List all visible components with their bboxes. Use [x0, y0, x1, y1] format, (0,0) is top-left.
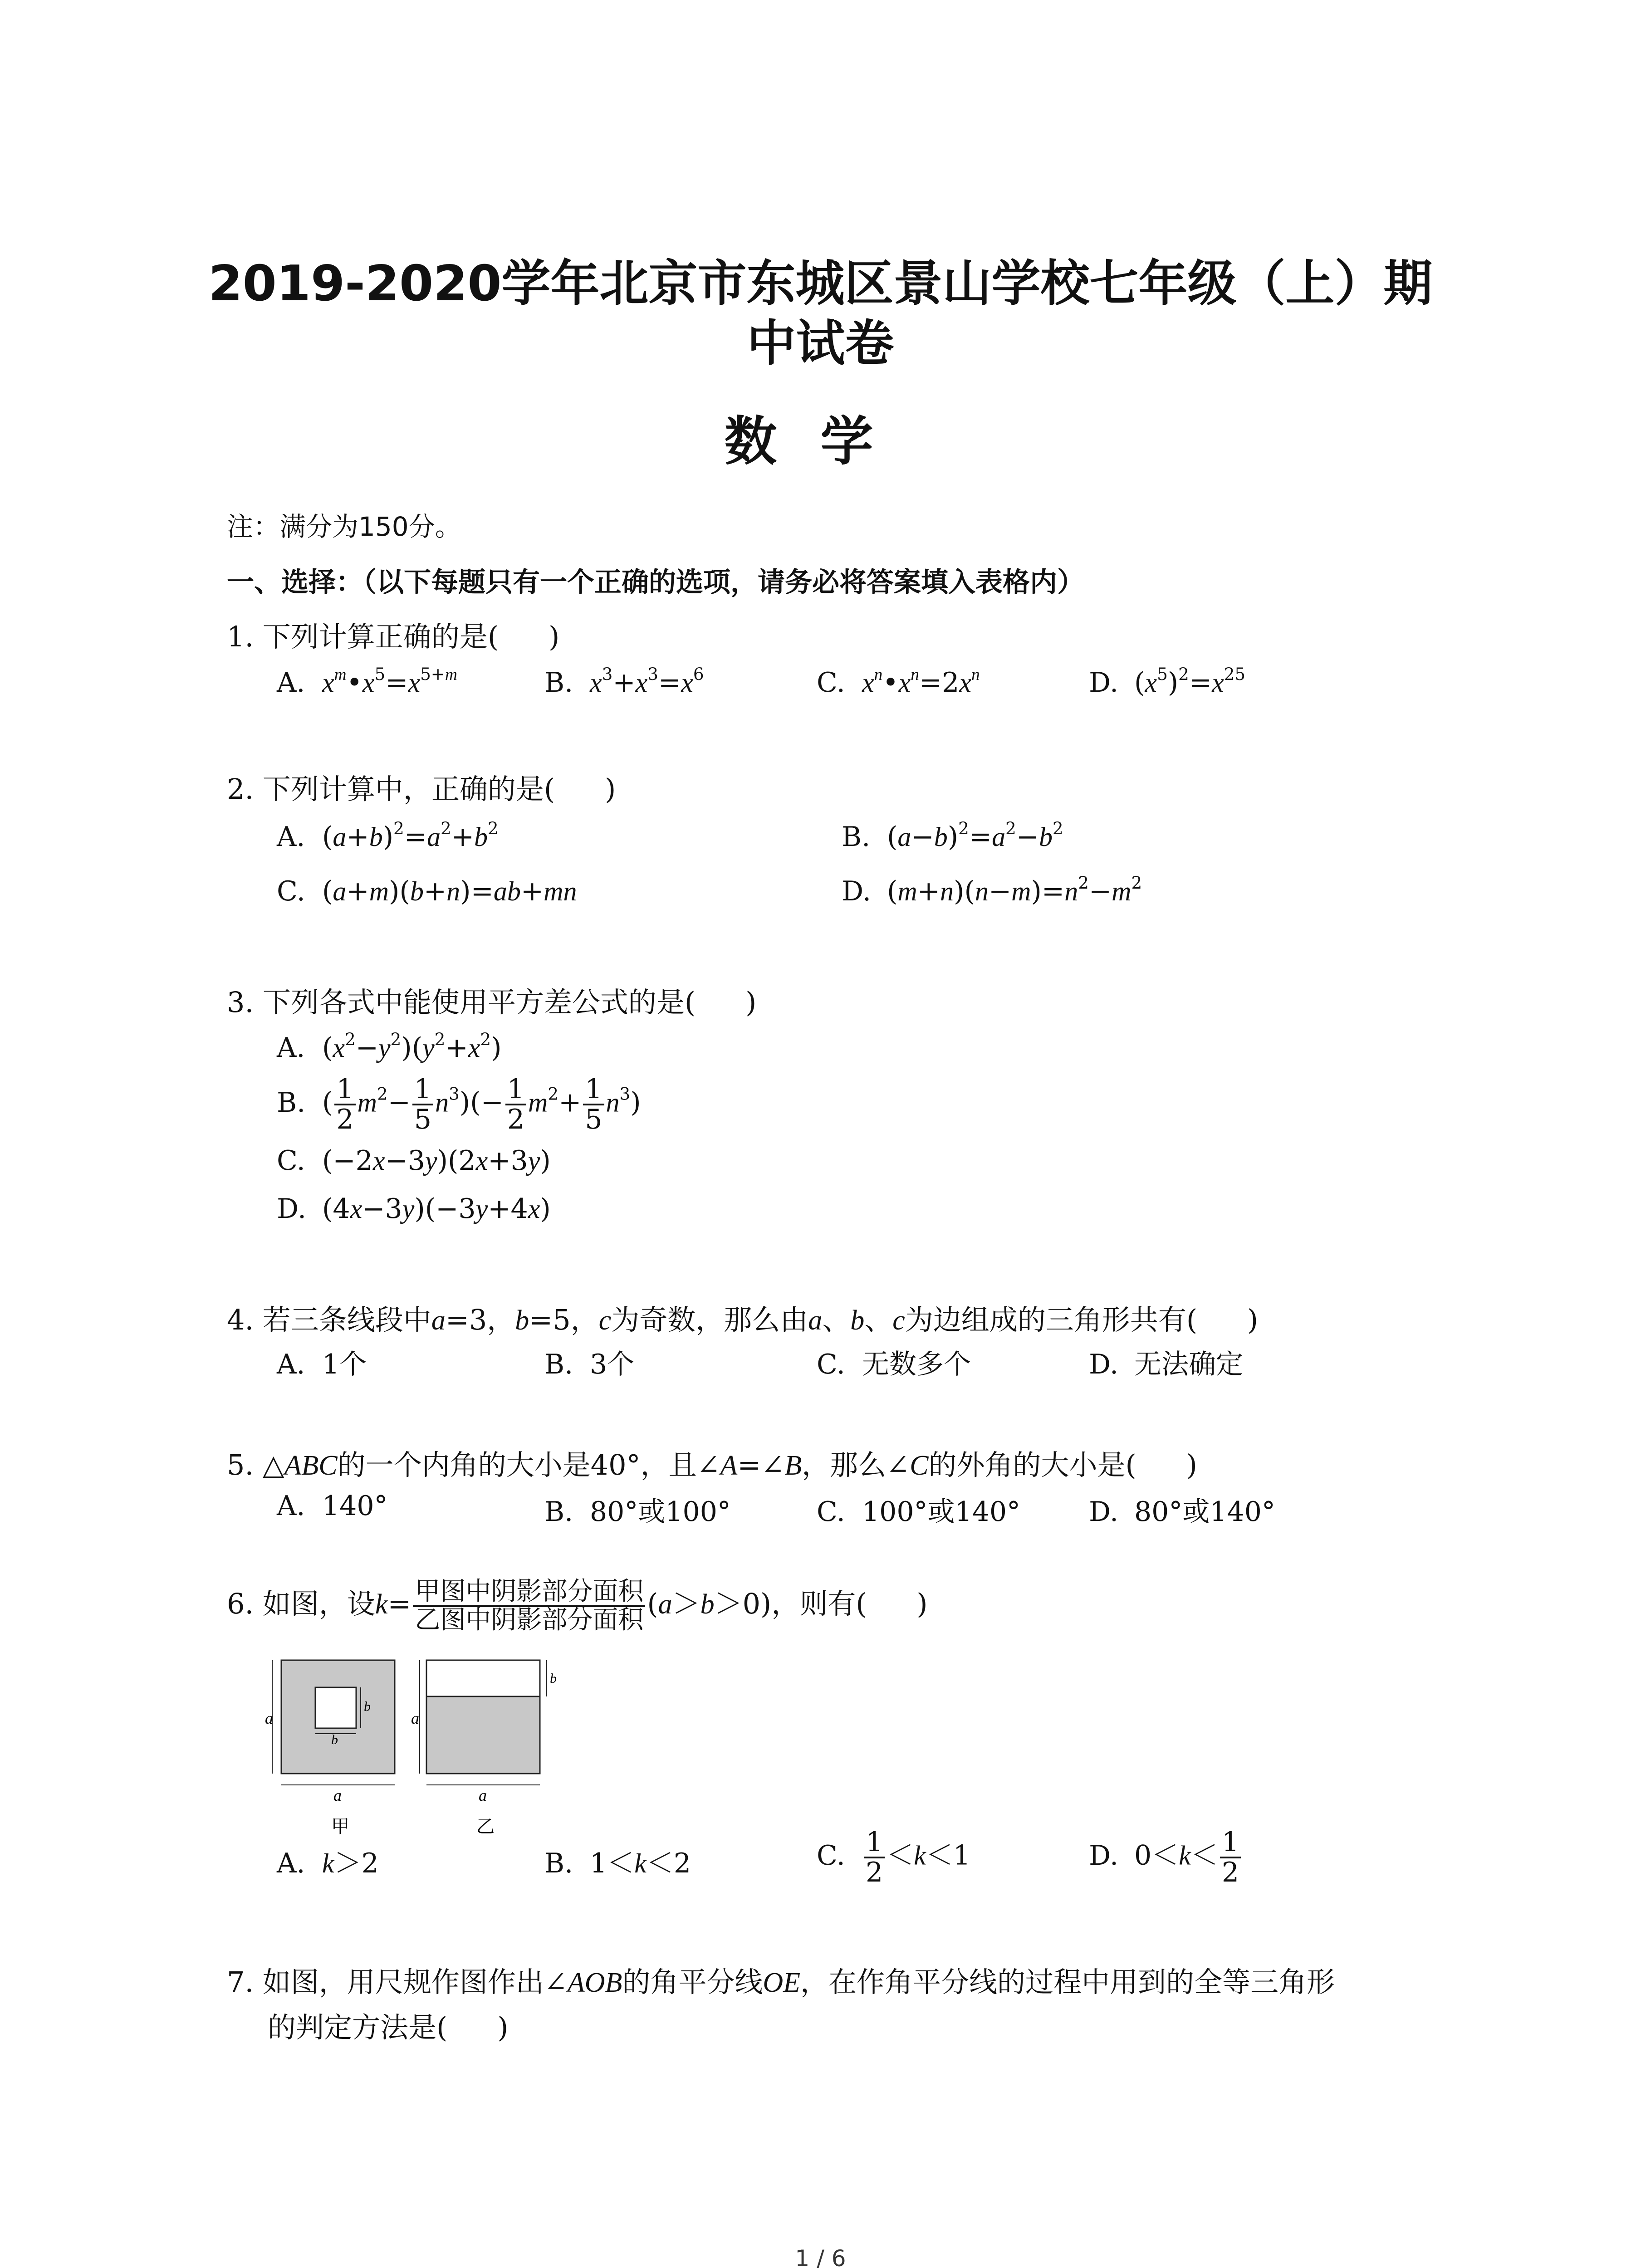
q6-option-a: A. k＞2: [277, 1848, 379, 1879]
subject-heading: 数学: [724, 411, 917, 472]
q3-option-c: C. (−2x−3y)(2x+3y): [277, 1145, 551, 1177]
q2-option-a: A. $(a+b)^2=a^2+b^2$: [277, 818, 499, 853]
q2-option-c: C. (a+m)(b+n)=ab+mn: [277, 875, 577, 907]
question-stem: 下列各式中能使用平方差公式的是(: [262, 986, 696, 1019]
figure-yi: [411, 1660, 557, 1837]
question-5: 5. △ABC的一个内角的大小是40°，且∠A=∠B，那么∠C的外角的大小是( ): [227, 1448, 1197, 1481]
q3-option-d: D. (4x−3y)(−3y+4x): [277, 1193, 551, 1225]
q1-option-a: A. $x^m•x^5=x^{5+m}$: [277, 664, 457, 699]
q3-option-a: A. $(x^2-y^2)(y^2+x^2)$: [277, 1029, 502, 1064]
q1-option-b: B. $x^3+x^3=x^6$: [544, 664, 704, 699]
figure-jia: [265, 1660, 395, 1837]
question-7: 7. 如图，用尺规作图作出∠AOB的角平分线OE，在作角平分线的过程中用到的全等三角形: [227, 1965, 1335, 1999]
q4-option-d: D. 无法确定: [1089, 1349, 1243, 1380]
question-6: 6. 如图，设k= $\frac{\text{甲图中阴影部分面积}}{\text{乙图中阴影部分面积}}$ (a＞b＞0)，则有( ): [227, 1577, 928, 1635]
q2-option-b: B. $(a-b)^2=a^2-b^2$: [842, 818, 1063, 853]
fig-label-a-left-yi: a: [411, 1709, 419, 1727]
question-4: 4. 若三条线段中a=3，b=5，c为奇数，那么由a、b、c为边组成的三角形共有( ): [227, 1303, 1259, 1336]
q5-option-b: B. 80°或100°: [544, 1496, 731, 1528]
score-note: 注：满分为150分。: [227, 511, 461, 542]
question-stem: 下列计算正确的是(: [262, 620, 499, 653]
q4-option-a: A. 1个: [277, 1349, 367, 1380]
q6-option-d: D. 0＜k＜ $\frac{1}{2}$: [1089, 1828, 1243, 1887]
section-heading: 一、选择：（以下每题只有一个正确的选项，请务必将答案填入表格内）: [227, 567, 1084, 598]
question-2: 2. 下列计算中，正确的是( ): [227, 772, 616, 806]
fig-label-yi: 乙: [476, 1816, 495, 1837]
q5-option-d: D. 80°或140°: [1089, 1496, 1275, 1528]
fig-label-b-yi: b: [550, 1671, 557, 1686]
fig-label-a-left: a: [265, 1709, 273, 1727]
fig-label-jia: 甲: [331, 1816, 349, 1837]
q4-option-c: C. 无数多个: [817, 1349, 971, 1380]
q1-option-c: C. $x^n•x^n=2x^n$: [817, 665, 980, 699]
fig-label-b-right: b: [364, 1699, 371, 1714]
exam-title-line1: 2019-2020学年北京市东城区景山学校七年级（上）期: [208, 255, 1433, 312]
question-stem: 下列计算中，正确的是(: [262, 772, 555, 806]
fig-label-a-bottom-yi: a: [479, 1786, 487, 1804]
q5-option-a: A. 140°: [277, 1490, 388, 1522]
question-1: 1. 下列计算正确的是( ): [227, 620, 560, 653]
q2-option-d: D. $(m+n)(n-m)=n^2-m^2$: [842, 872, 1142, 907]
q3-option-b: B. ( $\frac{1}{2}$ $m^2-$ $\frac{1}{5}$ $n^3)(-$ $\frac{1}{2}$ $m^2+$ $\frac{1}{5}$ $n^3$): [277, 1073, 641, 1135]
q5-option-c: C. 100°或140°: [817, 1496, 1021, 1528]
q6-option-c: C. $\frac{1}{2}$ ＜k＜1: [817, 1826, 971, 1888]
q4-option-b: B. 3个: [544, 1349, 635, 1380]
page-number: 1 / 6: [795, 2245, 846, 2268]
question-3: 3. 下列各式中能使用平方差公式的是( ): [227, 986, 757, 1019]
q1-option-d: D. $(x^5)^2=x^{25}$: [1089, 664, 1246, 699]
fig-label-b-bottom: b: [331, 1732, 338, 1747]
question-number: 1.: [227, 620, 254, 653]
exam-title-line2: 中试卷: [747, 315, 894, 372]
q6-figures: [263, 1651, 581, 1842]
question-7-line2: 的判定方法是( ): [268, 2011, 509, 2044]
q6-option-b: B. 1＜k＜2: [544, 1848, 691, 1879]
fig-label-a-bottom: a: [333, 1786, 342, 1804]
